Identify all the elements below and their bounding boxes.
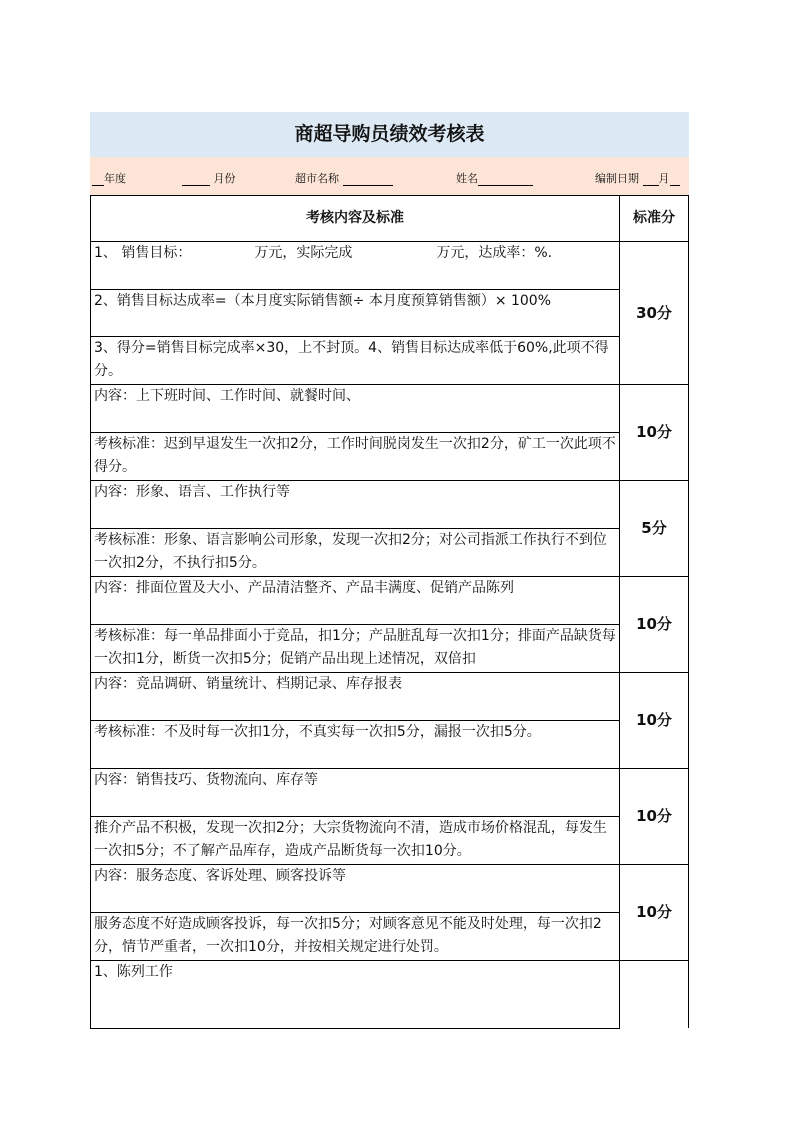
score-cell: 10分 — [619, 384, 689, 481]
name-field[interactable]: 姓名 — [456, 170, 533, 186]
criteria-cell: 内容：竞品调研、销量统计、档期记录、库存报表 — [90, 672, 620, 721]
score-cell: 10分 — [619, 768, 689, 865]
score-cell: 10分 — [619, 672, 689, 769]
criteria-cell: 内容：上下班时间、工作时间、就餐时间、 — [90, 384, 620, 433]
criteria-cell: 1、 销售目标： 万元，实际完成 万元，达成率：%. — [90, 241, 620, 290]
page-title: 商超导购员绩效考核表 — [90, 112, 689, 157]
criteria-cell: 考核标准：形象、语言影响公司形象，发现一次扣2分；对公司指派工作执行不到位一次扣2分，不执行扣5分。 — [90, 528, 620, 577]
criteria-cell: 服务态度不好造成顾客投诉，每一次扣5分；对顾客意见不能及时处理，每一次扣2分，情节严重者，一次扣10分，并按相关规定进行处罚。 — [90, 912, 620, 961]
criteria-cell: 考核标准：每一单品排面小于竞品，扣1分；产品脏乱每一次扣1分；排面产品缺货每一次扣1分，断货一次扣5分；促销产品出现上述情况，双倍扣 — [90, 624, 620, 673]
score-cell — [619, 960, 689, 1028]
criteria-cell: 内容：排面位置及大小、产品清洁整齐、产品丰满度、促销产品陈列 — [90, 576, 620, 625]
criteria-cell: 考核标准：迟到早退发生一次扣2分，工作时间脱岗发生一次扣2分，矿工一次此项不得分。 — [90, 432, 620, 481]
criteria-cell: 3、得分=销售目标完成率×30，上不封顶。4、销售目标达成率低于60%,此项不得分。 — [90, 336, 620, 385]
header-score: 标准分 — [619, 195, 689, 242]
score-cell: 10分 — [619, 576, 689, 673]
header-content: 考核内容及标准 — [90, 195, 620, 242]
year-field[interactable]: 年度 — [92, 170, 126, 186]
criteria-cell: 内容：服务态度、客诉处理、顾客投诉等 — [90, 864, 620, 913]
criteria-cell: 1、陈列工作 — [90, 960, 620, 1029]
score-cell: 5分 — [619, 480, 689, 577]
criteria-cell: 内容：形象、语言、工作执行等 — [90, 480, 620, 529]
criteria-cell: 考核标准：不及时每一次扣1分，不真实每一次扣5分，漏报一次扣5分。 — [90, 720, 620, 769]
month-field[interactable]: 月份 — [182, 170, 236, 186]
info-bar — [90, 157, 689, 195]
criteria-cell: 2、销售目标达成率=（本月度实际销售额÷ 本月度预算销售额）× 100% — [90, 289, 620, 338]
store-field[interactable]: 超市名称 — [295, 170, 393, 186]
criteria-cell: 推介产品不积极，发现一次扣2分；大宗货物流向不清，造成市场价格混乱，每发生一次扣5分；不了解产品库存，造成产品断货每一次扣10分。 — [90, 816, 620, 865]
date-field[interactable]: 编制日期 月 — [595, 170, 680, 186]
score-cell: 10分 — [619, 864, 689, 961]
criteria-cell: 内容：销售技巧、货物流向、库存等 — [90, 768, 620, 817]
score-cell: 30分 — [619, 241, 689, 385]
